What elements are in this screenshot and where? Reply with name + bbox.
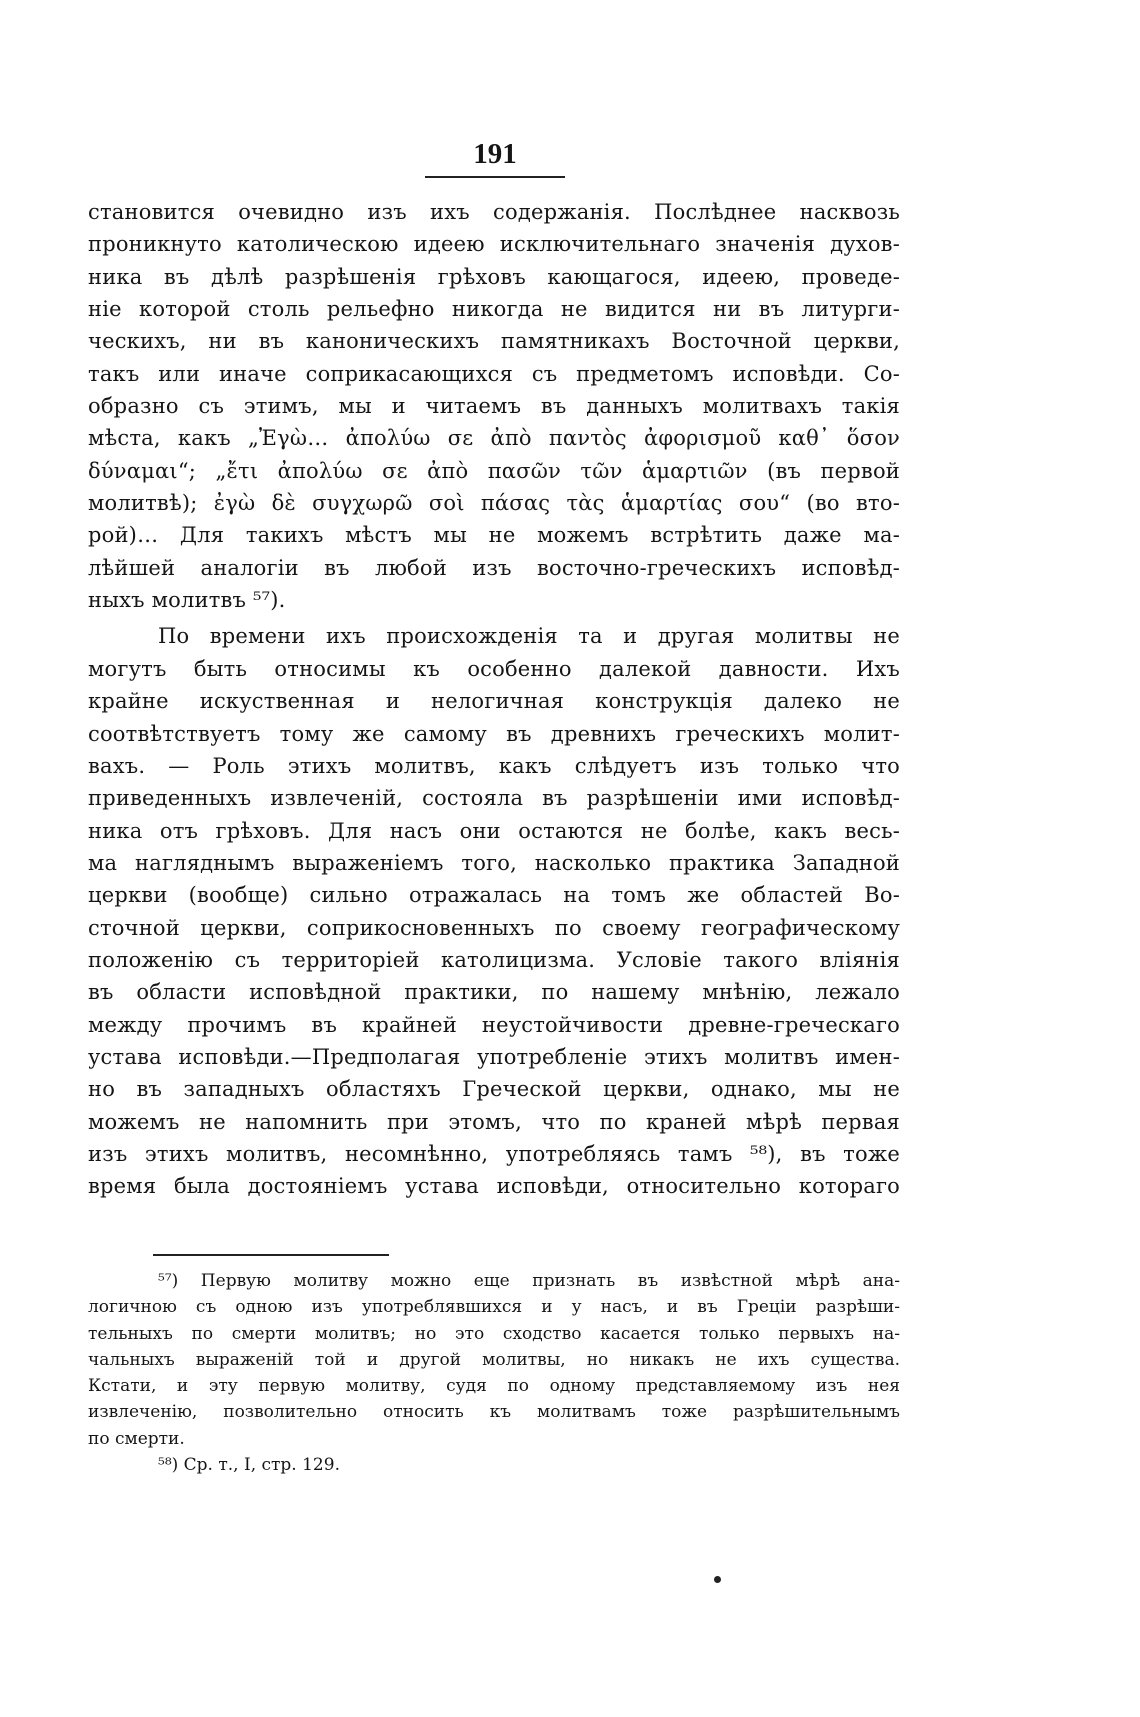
text-line: могутъ быть относимы къ особенно далекой давности. Ихъ [88,656,900,681]
text-line: По времени ихъ происхожденія та и другая молитвы не [158,624,900,649]
main-text [88,196,900,1203]
text-line: молитвѣ); ἐγὼ δὲ συγχωρῶ σοὶ πάσας τὰς ἁμαρτίας σου“ (во вто- [88,491,900,516]
footnote-58 [88,1452,900,1478]
text-line: ныхъ молитвъ ⁵⁷). [88,588,286,613]
text-line: такъ или иначе соприкасающихся съ предметомъ исповѣди. Со- [88,361,900,386]
text-line: образно съ этимъ, мы и читаемъ въ данныхъ молитвахъ такія [88,394,900,419]
text-line: между прочимъ въ крайней неустойчивости древне-греческаго [88,1012,900,1037]
footnote-line: логичною съ одною изъ употреблявшихся и у насъ, и въ Греціи разрѣши- [88,1297,900,1318]
text-line: δύναμαι“; „ἔτι ἀπολύω σε ἀπὸ πασῶν τῶν ἁμαρτιῶν (въ первой [88,458,900,483]
text-line: ческихъ, ни въ каноническихъ памятникахъ Восточной церкви, [88,329,900,354]
footnote-line: Кстати, и эту первую молитву, судя по одному представляемому изъ нея [88,1376,900,1397]
text-line: время была достояніемъ устава исповѣди, относительно котораго [88,1174,900,1199]
footnote-separator [153,1254,389,1256]
footnote-line: ⁵⁸) Ср. т., I, стр. 129. [158,1455,340,1476]
paragraph-2 [88,620,900,1202]
footnote-line: тельныхъ по смерти молитвъ; но это сходство касается только первыхъ на- [88,1323,900,1344]
text-line: ника отъ грѣховъ. Для насъ они остаются не болѣе, какъ весь- [88,818,900,843]
text-line: крайне искуственная и нелогичная конструкція далеко не [88,689,900,714]
footnote-line: ⁵⁷) Первую молитву можно еще признать въ извѣстной мѣрѣ ана- [158,1271,900,1291]
text-line: положенію съ территоріей католицизма. Условіе такого вліянія [88,947,900,972]
text-line: ма нагляднымъ выраженіемъ того, насколько практика Западной [88,850,900,875]
text-line: проникнуто католическою идеею исключительнаго значенія духов- [88,232,900,257]
ink-dot [714,1576,721,1583]
text-line: сточной церкви, соприкосновенныхъ по своему географическому [88,915,900,940]
text-line: можемъ не напомнить при этомъ, что по краней мѣрѣ первая [88,1109,900,1134]
text-line: ніе которой столь рельефно никогда не видится ни въ литурги- [88,297,900,322]
footnotes [88,1268,900,1478]
footnote-line: извлеченію, позволительно относить къ молитвамъ тоже разрѣшительнымъ [88,1402,900,1423]
text-line: мѣста, какъ „Ἐγὼ… ἀπολύω σε ἀπὸ παντὸς ἀφορισμοῦ καθ᾽ ὅσον [88,426,900,451]
text-line: соотвѣтствуетъ тому же самому въ древнихъ греческихъ молит- [88,721,900,746]
text-line: рой)… Для такихъ мѣстъ мы не можемъ встрѣтить даже ма- [88,523,900,548]
text-line: но въ западныхъ областяхъ Греческой церкви, однако, мы не [88,1077,900,1102]
footnote-line: по смерти. [88,1428,185,1449]
page-number: 191 [473,138,517,170]
text-line: становится очевидно изъ ихъ содержанія. Послѣднее насквозь [88,200,900,224]
footnote-57 [88,1268,900,1452]
text-line: въ области исповѣдной практики, по нашему мнѣнію, лежало [88,980,900,1005]
text-line: изъ этихъ молитвъ, несомнѣнно, употребляясь тамъ ⁵⁸), въ тоже [88,1141,900,1166]
text-line: устава исповѣди.—Предполагая употребленіе этихъ молитвъ имен- [88,1044,900,1069]
text-line: церкви (вообще) сильно отражалась на томъ же областей Во- [88,883,900,908]
paragraph-1 [88,196,900,616]
text-line: приведенныхъ извлеченій, состояла въ разрѣшеніи ими исповѣд- [88,786,900,811]
page-number-underline [425,176,565,178]
text-line: лѣйшей аналогіи въ любой изъ восточно-греческихъ исповѣд- [88,555,900,580]
footnote-line: чальныхъ выраженій той и другой молитвы, но никакъ не ихъ существа. [88,1349,900,1370]
text-line: ника въ дѣлѣ разрѣшенія грѣховъ кающагося, идеею, проведе- [88,264,900,289]
text-line: вахъ. — Роль этихъ молитвъ, какъ слѣдуетъ изъ только что [88,753,900,778]
